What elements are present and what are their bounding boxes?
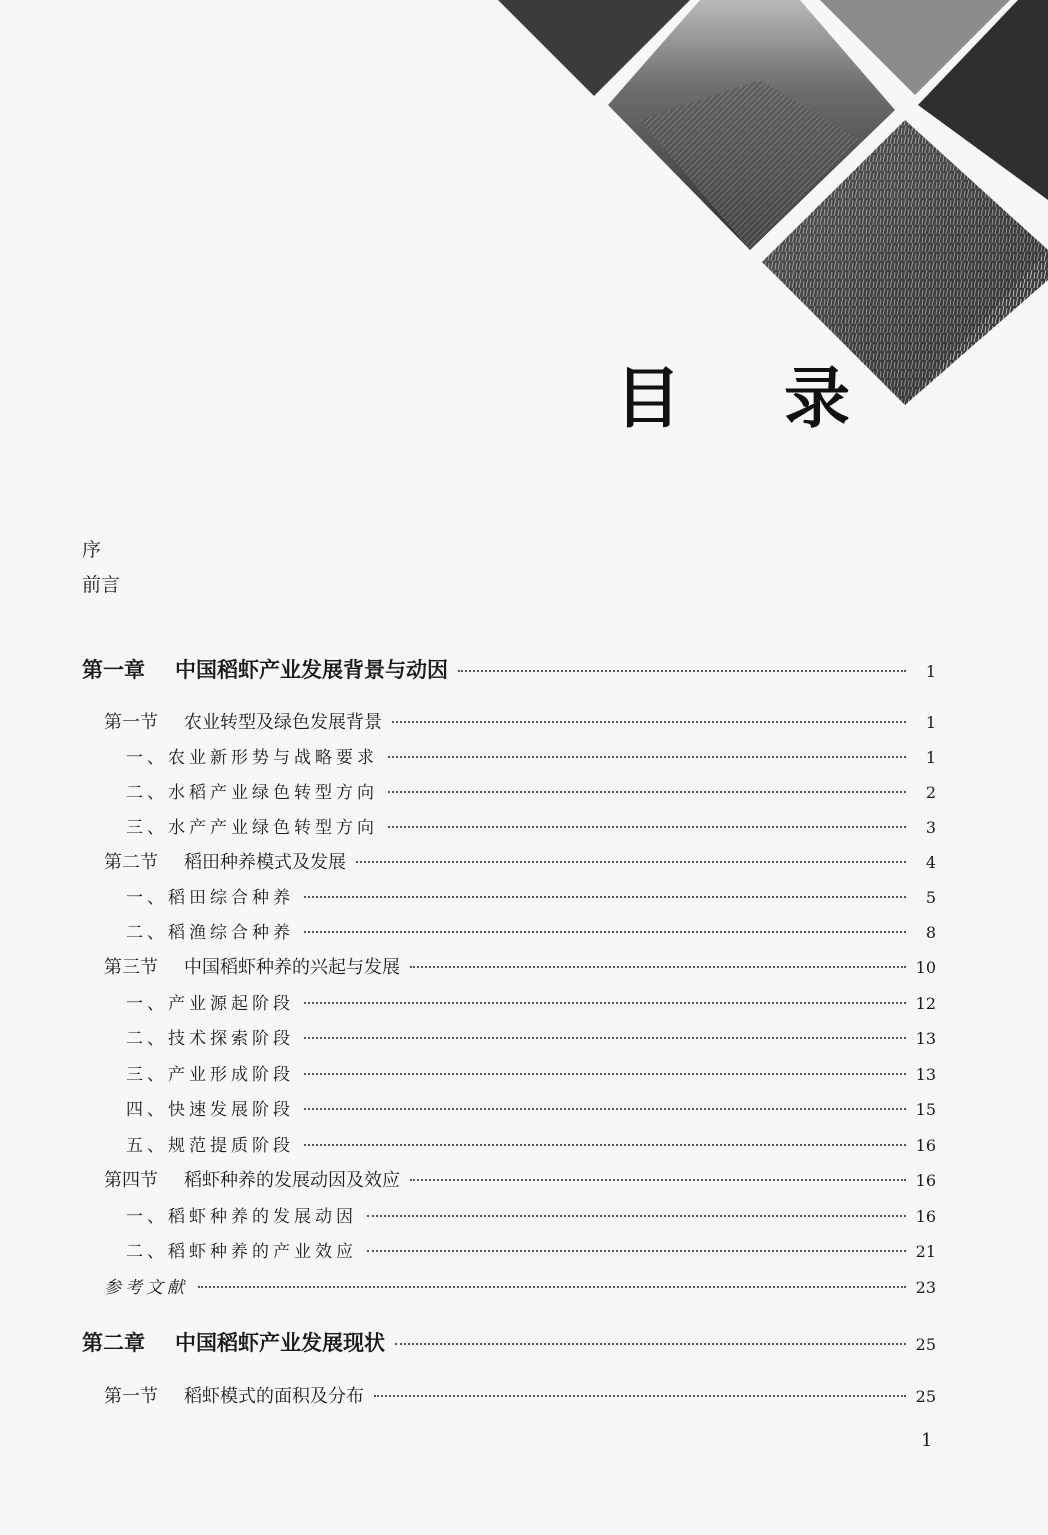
toc-entry-page: 21: [915, 1242, 936, 1261]
toc-entry-page: 23: [915, 1278, 936, 1297]
toc-entry-item[interactable]: [126, 883, 936, 913]
toc-entry-page: 13: [915, 1065, 936, 1084]
dot-leader: [304, 1072, 906, 1075]
toc-entry-title: 一、稻田综合种养: [126, 888, 294, 908]
page-title: 目 录: [615, 360, 890, 437]
toc-entry-page: 16: [915, 1207, 936, 1226]
toc-entry-number: 第一章: [82, 658, 145, 682]
toc-entry-number: 第四节: [104, 1170, 158, 1191]
toc-entry-chapter[interactable]: [82, 654, 936, 684]
toc-entry-section[interactable]: [104, 848, 936, 878]
toc-entry-title: 二、技术探索阶段: [126, 1029, 294, 1049]
toc-entry-item[interactable]: [126, 1024, 936, 1054]
toc-entry-title: 中国稻虾种养的兴起与发展: [184, 957, 400, 978]
toc-entry-title: 中国稻虾产业发展背景与动因: [175, 658, 448, 682]
toc-entry-title: 一、稻虾种养的发展动因: [126, 1207, 357, 1227]
toc-entry-title: 五、规范提质阶段: [126, 1136, 294, 1156]
toc-entry-item[interactable]: [126, 918, 936, 948]
dot-leader: [356, 860, 906, 863]
toc-entry-title: 稻田种养模式及发展: [184, 852, 346, 873]
toc-entry-page: 25: [915, 1387, 936, 1406]
toc-entry-number: 第一节: [104, 712, 158, 733]
toc-entry-item[interactable]: [126, 1202, 936, 1232]
toc-entry-chapter[interactable]: [82, 1327, 936, 1357]
toc-entry-page: 1: [925, 662, 936, 681]
dot-leader: [388, 755, 906, 758]
dot-leader: [410, 965, 906, 968]
toc-entry-title: 一、农业新形势与战略要求: [126, 748, 378, 768]
toc-entry-title: 农业转型及绿色发展背景: [184, 712, 382, 733]
toc-entry-section[interactable]: [104, 1166, 936, 1196]
toc-entry-number: 第二节: [104, 852, 158, 873]
toc-entry-title: 稻虾种养的发展动因及效应: [184, 1170, 400, 1191]
front-matter-preface: 序: [82, 539, 102, 561]
toc-entry-page: 8: [925, 923, 936, 942]
toc-entry-item[interactable]: [126, 778, 936, 808]
dot-leader: [410, 1178, 906, 1181]
dot-leader: [304, 1001, 906, 1004]
toc-entry-refs[interactable]: [104, 1273, 936, 1303]
toc-entry-item[interactable]: [126, 1237, 936, 1267]
toc-entry-item[interactable]: [126, 1060, 936, 1090]
dot-leader: [374, 1394, 906, 1397]
toc-entry-item[interactable]: [126, 813, 936, 843]
decorative-photo-diamonds: [0, 0, 1048, 420]
toc-entry-page: 10: [915, 958, 936, 977]
toc-entry-title: 三、产业形成阶段: [126, 1065, 294, 1085]
toc-entry-number: 第二章: [82, 1331, 145, 1355]
dot-leader: [367, 1214, 906, 1217]
toc-entry-page: 13: [915, 1029, 936, 1048]
dot-leader: [458, 669, 906, 672]
toc-entry-page: 16: [915, 1136, 936, 1155]
dot-leader: [304, 930, 906, 933]
page-number: 1: [921, 1430, 933, 1451]
toc-entry-page: 1: [925, 748, 936, 767]
toc-entry-item[interactable]: [126, 1131, 936, 1161]
dot-leader: [198, 1285, 906, 1288]
dot-leader: [388, 790, 906, 793]
toc-entry-page: 15: [915, 1100, 936, 1119]
toc-entry-section[interactable]: [104, 1382, 936, 1412]
dot-leader: [392, 720, 906, 723]
dot-leader: [367, 1249, 906, 1252]
toc-entry-title: 三、水产产业绿色转型方向: [126, 818, 378, 838]
toc-entry-section[interactable]: [104, 953, 936, 983]
toc-entry-number: 第三节: [104, 957, 158, 978]
dot-leader: [388, 825, 906, 828]
toc-entry-title: 二、水稻产业绿色转型方向: [126, 783, 378, 803]
dot-leader: [304, 1143, 906, 1146]
toc-entry-title: 二、稻虾种养的产业效应: [126, 1242, 357, 1262]
toc-entry-item[interactable]: [126, 989, 936, 1019]
toc-entry-page: 3: [925, 818, 936, 837]
dot-leader: [304, 1107, 906, 1110]
toc-entry-title: 中国稻虾产业发展现状: [175, 1331, 385, 1355]
toc-entry-title: 稻虾模式的面积及分布: [184, 1386, 364, 1407]
dot-leader: [304, 895, 906, 898]
toc-entry-number: 第一节: [104, 1386, 158, 1407]
toc-entry-item[interactable]: [126, 1095, 936, 1125]
front-matter-foreword: 前言: [82, 574, 121, 596]
toc-entry-page: 1: [925, 713, 936, 732]
toc-entry-section[interactable]: [104, 708, 936, 738]
dot-leader: [395, 1342, 906, 1345]
toc-entry-title: 一、产业源起阶段: [126, 994, 294, 1014]
dot-leader: [304, 1036, 906, 1039]
toc-entry-page: 25: [915, 1335, 936, 1354]
toc-entry-page: 5: [925, 888, 936, 907]
toc-entry-page: 16: [915, 1171, 936, 1190]
toc-entry-title: 二、稻渔综合种养: [126, 923, 294, 943]
toc-entry-page: 4: [925, 853, 936, 872]
toc-entry-item[interactable]: [126, 743, 936, 773]
toc-entry-page: 12: [915, 994, 936, 1013]
toc-entry-page: 2: [925, 783, 936, 802]
toc-entry-title: 四、快速发展阶段: [126, 1100, 294, 1120]
toc-entry-title: 参考文献: [104, 1278, 188, 1298]
